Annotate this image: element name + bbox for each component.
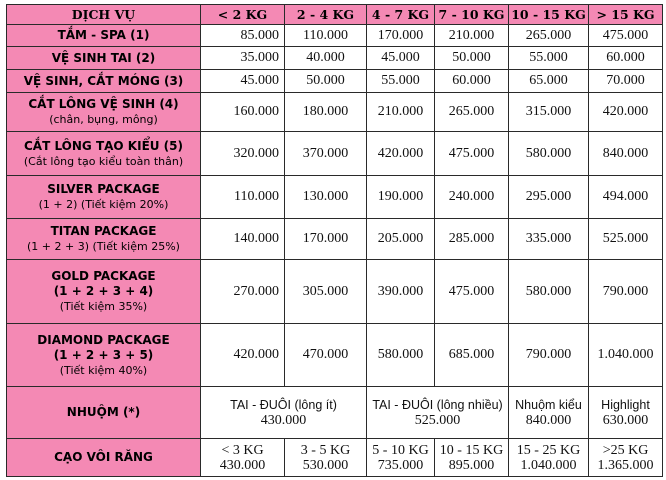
- service-note: (Tiết kiệm 40%): [59, 363, 148, 377]
- dye-option-ear-tail-heavy: TAI - ĐUÔI (lông nhiều) 525.000: [367, 387, 509, 439]
- price-cell: 110.000: [285, 25, 367, 47]
- price-cell: 580.000: [367, 324, 435, 387]
- dye-option-ear-tail-light: TAI - ĐUÔI (lông ít) 430.000: [201, 387, 367, 439]
- price-cell: 305.000: [285, 260, 367, 324]
- table-row: [7, 324, 663, 387]
- service-note: (1 + 2) (Tiết kiệm 20%): [38, 198, 169, 211]
- service-name: CẮT LÔNG VỆ SINH (4) (chân, bụng, mông): [7, 93, 201, 132]
- price-cell: 420.000: [367, 132, 435, 176]
- service-name: VỆ SINH TAI (2): [7, 47, 201, 70]
- price-cell: 160.000: [201, 93, 285, 132]
- price-cell: 580.000: [509, 132, 589, 176]
- service-name: GOLD PACKAGE (1 + 2 + 3 + 4) (Tiết kiệm 35%): [7, 260, 201, 324]
- price-cell: 285.000: [435, 219, 509, 260]
- price-cell: 45.000: [367, 47, 435, 70]
- service-name: SILVER PACKAGE (1 + 2) (Tiết kiệm 20%): [7, 176, 201, 219]
- service-name: CẮT LÔNG TẠO KIỂU (5) (Cắt lông tạo kiểu toàn thân): [7, 132, 201, 176]
- teeth-row: [7, 439, 663, 477]
- header-4-7kg: 4 - 7 KG: [367, 5, 435, 25]
- price-cell: 180.000: [285, 93, 367, 132]
- service-note: (Tiết kiệm 35%): [59, 300, 148, 313]
- table-row: [7, 93, 663, 132]
- header-service: DỊCH VỤ: [7, 5, 201, 25]
- teeth-cell: 15 - 25 KG 1.040.000: [509, 439, 589, 477]
- price-cell: 55.000: [367, 70, 435, 93]
- price-cell: 210.000: [435, 25, 509, 47]
- price-cell: 130.000: [285, 176, 367, 219]
- price-cell: 390.000: [367, 260, 435, 324]
- price-cell: 335.000: [509, 219, 589, 260]
- price-cell: 50.000: [435, 47, 509, 70]
- service-name: TITAN PACKAGE (1 + 2 + 3) (Tiết kiệm 25%): [7, 219, 201, 260]
- table-row: [7, 47, 663, 70]
- price-cell: 525.000: [589, 219, 663, 260]
- service-name: NHUỘM (*): [7, 387, 201, 439]
- teeth-cell: >25 KG 1.365.000: [589, 439, 663, 477]
- price-cell: 790.000: [589, 260, 663, 324]
- teeth-cell: 5 - 10 KG 735.000: [367, 439, 435, 477]
- price-cell: 420.000: [201, 324, 285, 387]
- price-table: [6, 4, 663, 477]
- price-cell: 45.000: [201, 70, 285, 93]
- service-note: (1 + 2 + 3) (Tiết kiệm 25%): [27, 240, 180, 253]
- price-cell: 840.000: [589, 132, 663, 176]
- dye-option-style: Nhuộm kiểu 840.000: [509, 387, 589, 439]
- price-cell: 420.000: [589, 93, 663, 132]
- price-cell: 315.000: [509, 93, 589, 132]
- price-cell: 270.000: [201, 260, 285, 324]
- price-cell: 50.000: [285, 70, 367, 93]
- price-cell: 475.000: [435, 132, 509, 176]
- service-name: VỆ SINH, CẮT MÓNG (3): [7, 70, 201, 93]
- price-cell: 265.000: [435, 93, 509, 132]
- price-cell: 190.000: [367, 176, 435, 219]
- teeth-cell: < 3 KG 430.000: [201, 439, 285, 477]
- price-cell: 1.040.000: [589, 324, 663, 387]
- price-cell: 65.000: [509, 70, 589, 93]
- price-cell: 790.000: [509, 324, 589, 387]
- price-cell: 55.000: [509, 47, 589, 70]
- price-cell: 60.000: [435, 70, 509, 93]
- table-row: [7, 70, 663, 93]
- price-cell: 580.000: [509, 260, 589, 324]
- header-10-15kg: 10 - 15 KG: [509, 5, 589, 25]
- service-name: CẠO VÔI RĂNG: [7, 439, 201, 477]
- price-cell: 470.000: [285, 324, 367, 387]
- price-cell: 475.000: [589, 25, 663, 47]
- price-cell: 295.000: [509, 176, 589, 219]
- dye-option-highlight: Highlight 630.000: [589, 387, 663, 439]
- price-cell: 475.000: [435, 260, 509, 324]
- dye-row: [7, 387, 663, 439]
- table-row: [7, 176, 663, 219]
- table-row: [7, 132, 663, 176]
- header-gt15kg: > 15 KG: [589, 5, 663, 25]
- header-lt2kg: < 2 KG: [201, 5, 285, 25]
- price-cell: 240.000: [435, 176, 509, 219]
- service-name: TẮM - SPA (1): [7, 25, 201, 47]
- table-row: [7, 260, 663, 324]
- table-row: [7, 25, 663, 47]
- price-cell: 40.000: [285, 47, 367, 70]
- price-cell: 110.000: [201, 176, 285, 219]
- teeth-cell: 10 - 15 KG 895.000: [435, 439, 509, 477]
- price-cell: 140.000: [201, 219, 285, 260]
- price-cell: 494.000: [589, 176, 663, 219]
- price-cell: 685.000: [435, 324, 509, 387]
- price-cell: 70.000: [589, 70, 663, 93]
- price-cell: 170.000: [367, 25, 435, 47]
- price-cell: 265.000: [509, 25, 589, 47]
- header-row: [7, 5, 663, 25]
- teeth-cell: 3 - 5 KG 530.000: [285, 439, 367, 477]
- price-cell: 170.000: [285, 219, 367, 260]
- price-cell: 210.000: [367, 93, 435, 132]
- price-cell: 35.000: [201, 47, 285, 70]
- price-cell: 370.000: [285, 132, 367, 176]
- service-note: (chân, bụng, mông): [49, 113, 158, 126]
- header-2-4kg: 2 - 4 KG: [285, 5, 367, 25]
- price-cell: 205.000: [367, 219, 435, 260]
- header-7-10kg: 7 - 10 KG: [435, 5, 509, 25]
- service-note: (Cắt lông tạo kiểu toàn thân): [23, 154, 184, 168]
- price-cell: 320.000: [201, 132, 285, 176]
- service-name: DIAMOND PACKAGE (1 + 2 + 3 + 5) (Tiết kiệm 40%): [7, 324, 201, 387]
- price-cell: 60.000: [589, 47, 663, 70]
- price-cell: 85.000: [201, 25, 285, 47]
- table-row: [7, 219, 663, 260]
